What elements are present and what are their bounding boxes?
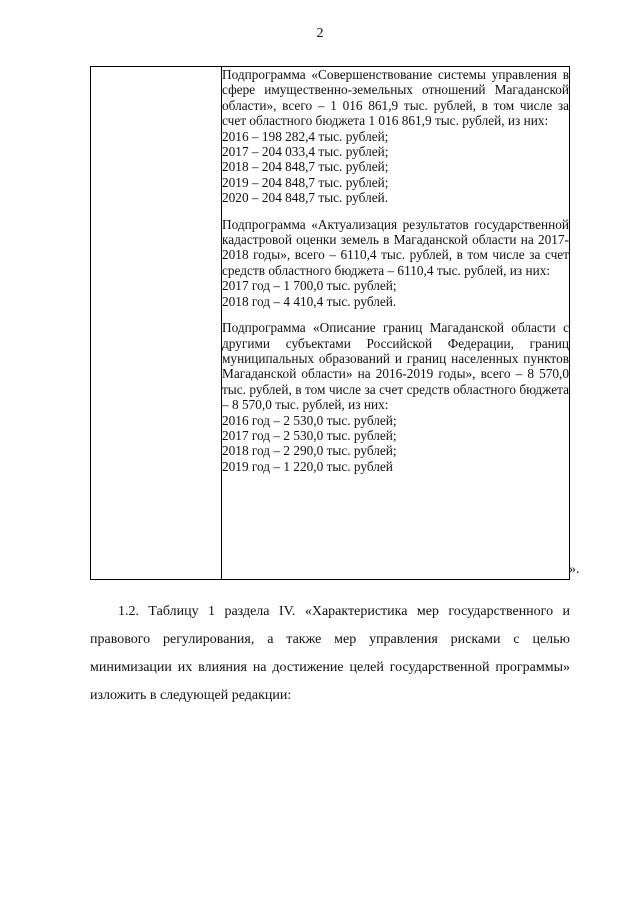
subprogram-3-year-line: 2019 год – 1 220,0 тыс. рублей [222, 458, 393, 474]
amendment-paragraph: 1.2. Таблицу 1 раздела IV. «Характеристика мер государственного и правового регулирования, а также мер управления рисками с целью минимизации их влияния на достижение целей государственной программы» изложить в следующей редакции: [90, 604, 570, 703]
subprogram-3-year-line: 2016 год – 2 530,0 тыс. рублей; [222, 412, 397, 428]
subprogram-2-year-line: 2018 год – 4 410,4 тыс. рублей. [222, 293, 397, 309]
table-right-cell [222, 67, 570, 580]
page-number: 2 [316, 26, 324, 41]
funding-table [90, 66, 570, 580]
subprogram-1-year-line: 2016 – 198 282,4 тыс. рублей; [222, 128, 389, 144]
subprogram-3-year-line: 2017 год – 2 530,0 тыс. рублей; [222, 427, 397, 443]
subprogram-1-year-line: 2020 – 204 848,7 тыс. рублей. [222, 190, 389, 206]
subprogram-1-year-line: 2019 – 204 848,7 тыс. рублей; [222, 174, 389, 190]
subprogram-1-year-line: 2017 – 204 033,4 тыс. рублей; [222, 144, 389, 160]
subprogram-2-year-line: 2017 год – 1 700,0 тыс. рублей; [222, 278, 397, 294]
closing-quote: ». [569, 562, 580, 577]
subprogram-3-intro: Подпрограмма «Описание границ Магаданской области с другими субъектами Российской Федерации, границ муниципальных образований и границ населенных пунктов Магаданской области» на 2016-2019 годы», всего – 8 570,0 тыс. рублей, в том числе за счет средств областного бюджета – 8 570,0 тыс. рублей, из них: [222, 320, 569, 413]
subprogram-2-paragraph [222, 217, 569, 309]
subprogram-1-intro: Подпрограмма «Совершенствование системы управления в сфере имущественно-земельных отношений Магаданской области», всего – 1 016 861,9 тыс. рублей, в том числе за счет областного бюджета 1 016 861,9 тыс. рублей, из них: [222, 67, 569, 129]
subprogram-1-year-line: 2018 – 204 848,7 тыс. рублей; [222, 159, 389, 175]
table-left-cell [91, 67, 222, 580]
subprogram-3-year-line: 2018 год – 2 290,0 тыс. рублей; [222, 443, 397, 459]
subprogram-3-paragraph [222, 320, 569, 474]
subprogram-2-intro: Подпрограмма «Актуализация результатов государственной кадастровой оценки земель в Магаданской области на 2017-2018 годы», всего – 6110,4 тыс. рублей, в том числе за счет средств областного бюджета – 6110,4 тыс. рублей, из них: [222, 216, 569, 278]
subprogram-1-paragraph [222, 67, 569, 206]
